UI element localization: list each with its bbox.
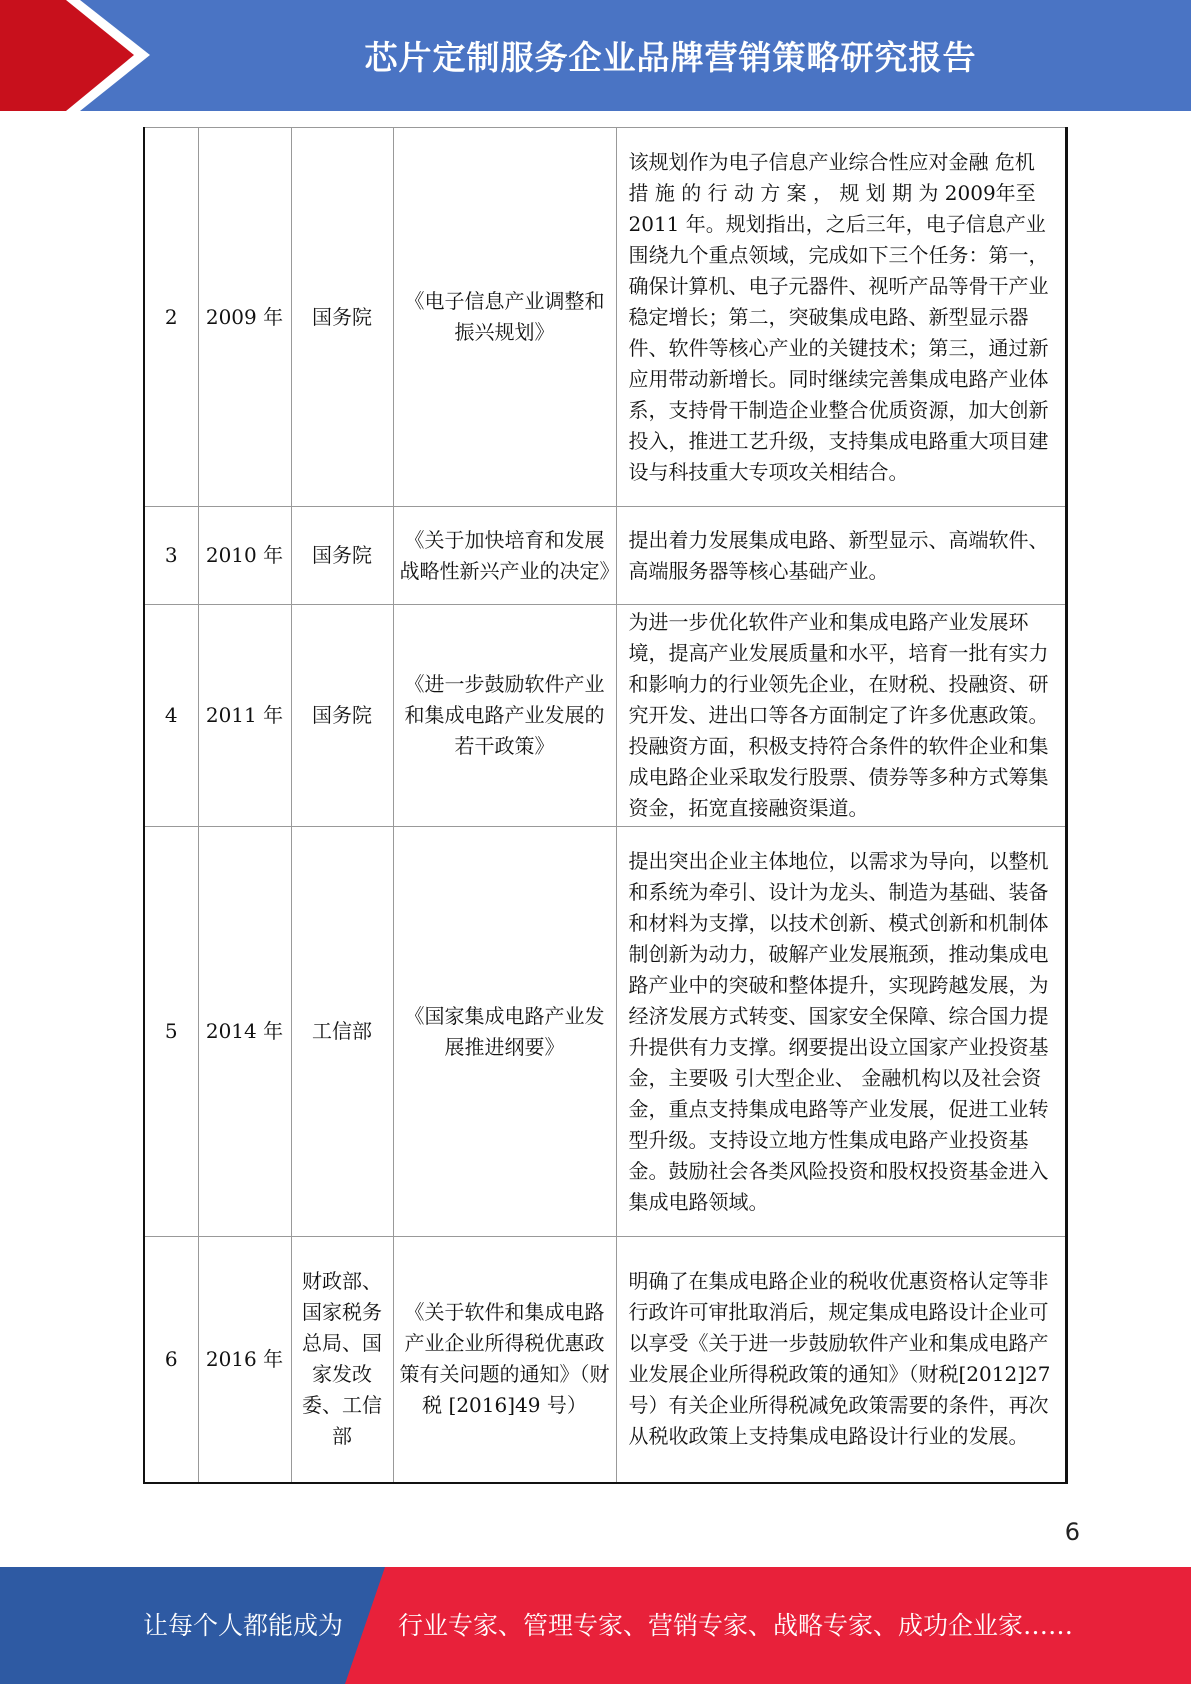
year-cell: 2011 年 <box>198 605 291 827</box>
table-row <box>144 128 1066 507</box>
footer-slogan-right: 行业专家、管理专家、营销专家、战略专家、成功企业家…… <box>398 1611 1074 1640</box>
table-row <box>144 1237 1066 1483</box>
year-cell: 2014 年 <box>198 827 291 1237</box>
page-footer <box>0 1567 1191 1684</box>
department-cell: 财政部、国家税务总局、国家发改委、工信部 <box>291 1237 393 1483</box>
policy-content-cell: 提出突出企业主体地位，以需求为导向，以整机和系统为牵引、设计为龙头、制造为基础、装备和材料为支撑，以技术创新、模式创新和机制体制创新为动力，破解产业发展瓶颈，推动集成电路产业中的突破和整体提升，实现跨越发展，为经济发展方式转变、国家安全保障、综合国力提升提供有力支撑。纲要提出设立国家产业投资基金，主要吸 引大型企业、 金融机构以及社会资金，重点支持集成电路等产业发展，促进工业转型升级。支持设立地方性集成电路产业投资基金。鼓励社会各类风险投资和股权投资基金进入集成电路领域。 <box>616 827 1066 1237</box>
department-cell: 国务院 <box>291 507 393 605</box>
policy-table-wrapper <box>143 127 1065 1484</box>
policy-content-cell: 为进一步优化软件产业和集成电路产业发展环境，提高产业发展质量和水平，培育一批有实力和影响力的行业领先企业，在财税、投融资、研究开发、进出口等各方面制定了许多优惠政策。投融资方面，积极支持符合条件的软件企业和集成电路企业采取发行股票、债券等多种方式筹集资金，拓宽直接融资渠道。 <box>616 605 1066 827</box>
footer-slogan-left: 让每个人都能成为 <box>143 1611 344 1640</box>
table-row <box>144 605 1066 827</box>
row-number-cell: 2 <box>144 128 198 507</box>
table-row <box>144 827 1066 1237</box>
year-cell: 2016 年 <box>198 1237 291 1483</box>
policy-content-cell: 提出着力发展集成电路、新型显示、高端软件、高端服务器等核心基础产业。 <box>616 507 1066 605</box>
year-cell: 2009 年 <box>198 128 291 507</box>
policy-name-cell: 《电子信息产业调整和振兴规划》 <box>393 128 616 507</box>
page-number: 6 <box>1064 1518 1080 1546</box>
policy-name-cell: 《关于软件和集成电路产业企业所得税优惠政策有关问题的通知》（财税 [2016]49 号） <box>393 1237 616 1483</box>
row-number-cell: 4 <box>144 605 198 827</box>
policy-name-cell: 《国家集成电路产业发展推进纲要》 <box>393 827 616 1237</box>
row-number-cell: 3 <box>144 507 198 605</box>
page-header <box>0 0 1191 111</box>
year-cell: 2010 年 <box>198 507 291 605</box>
row-number-cell: 5 <box>144 827 198 1237</box>
department-cell: 工信部 <box>291 827 393 1237</box>
row-number-cell: 6 <box>144 1237 198 1483</box>
department-cell: 国务院 <box>291 605 393 827</box>
policy-content-cell: 该规划作为电子信息产业综合性应对金融 危机 措 施 的 行 动 方 案 ， 规 划 期 为 2009年至 2011 年。规划指出，之后三年，电子信息产业围绕九个重点领域，完成如下三个任务：第一，确保计算机、电子元器件、视听产品等骨干产业稳定增长；第二，突破集成电路、新型显示器件、软件等核心产业的关键技术；第三，通过新应用带动新增长。同时继续完善集成电路产业体系，支持骨干制造企业整合优质资源，加大创新投入，推进工艺升级，支持集成电路重大项目建设与科技重大专项攻关相结合。 <box>616 128 1066 507</box>
table-row <box>144 507 1066 605</box>
department-cell: 国务院 <box>291 128 393 507</box>
report-title: 芯片定制服务企业品牌营销策略研究报告 <box>364 38 977 77</box>
policy-content-cell: 明确了在集成电路企业的税收优惠资格认定等非行政许可审批取消后，规定集成电路设计企业可以享受《关于进一步鼓励软件产业和集成电路产业发展企业所得税政策的通知》（财税[2012]27 号）有关企业所得税减免政策需要的条件，再次从税收政策上支持集成电路设计行业的发展。 <box>616 1237 1066 1483</box>
policy-name-cell: 《进一步鼓励软件产业和集成电路产业发展的若干政策》 <box>393 605 616 827</box>
policy-name-cell: 《关于加快培育和发展战略性新兴产业的决定》 <box>393 507 616 605</box>
policy-table <box>143 127 1068 1484</box>
header-arrow-decoration <box>0 0 150 111</box>
